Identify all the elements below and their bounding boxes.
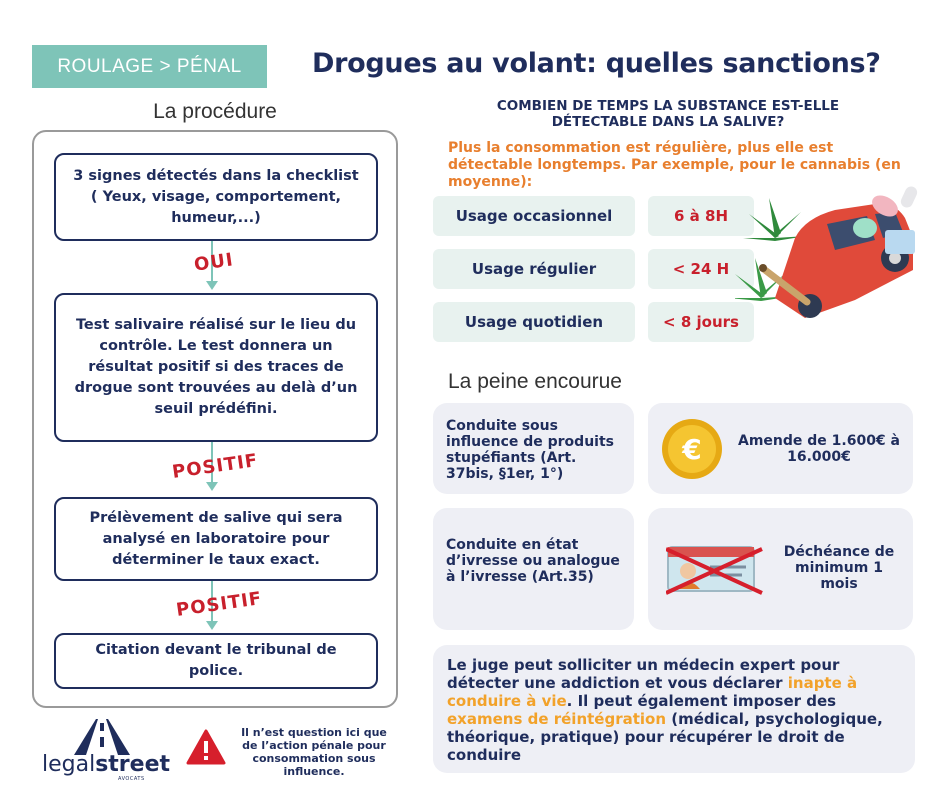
salive-intro: Plus la consommation est régulière, plus elle est détectable longtemps. Par exemple, pour le cannabis (en moyenne): xyxy=(448,140,901,190)
procedure-step-citation: Citation devant le tribunal de police. xyxy=(54,633,378,689)
breadcrumb: ROULAGE > PÉNAL xyxy=(32,45,267,88)
stamp-positif: POSITIF xyxy=(174,588,264,621)
logo-wordmark-light: legal xyxy=(41,752,96,777)
logo-subtitle: AVOCATS xyxy=(118,776,145,782)
juge-highlight: inapte à conduire à vie xyxy=(447,674,858,710)
usage-value: 6 à 8H xyxy=(648,196,754,236)
usage-label: Usage régulier xyxy=(433,249,635,289)
procedure-heading: La procédure xyxy=(153,100,277,123)
juge-text-part: Le juge peut solliciter un médecin expert pour détecter une addiction et vous déclarer xyxy=(447,656,840,692)
warning-icon xyxy=(186,729,226,765)
offense-text: Conduite en état d’ivresse ou analogue à l’ivresse (Art.35) xyxy=(446,537,620,585)
euro-coin-icon xyxy=(661,418,723,480)
procedure-step-checklist: 3 signes détectés dans la checklist ( Yeux, visage, comportement, humeur,...) xyxy=(54,153,378,241)
penalty-text: Amende de 1.600€ à 16.000€ xyxy=(737,433,900,465)
usage-label: Usage occasionnel xyxy=(433,196,635,236)
svg-text:€: € xyxy=(682,433,702,466)
procedure-step-prelevement: Prélèvement de salive qui sera analysé en laboratoire pour déterminer le taux exact. xyxy=(54,497,378,581)
car-icon xyxy=(775,204,915,318)
arrow-down-icon xyxy=(206,281,218,290)
footnote: Il n’est question ici que de l’action pénale pour consommation sous influence. xyxy=(241,726,387,778)
arrow-down-icon xyxy=(206,621,218,630)
procedure-step-test-salivaire: Test salivaire réalisé sur le lieu du contrôle. Le test donnera un résultat positif si des traces de drogue sont trouvées au delà d’un seuil prédéfini. xyxy=(54,293,378,442)
arrow-down-icon xyxy=(206,482,218,491)
logo-wordmark-bold: street xyxy=(95,752,171,777)
penalty-text: Déchéance de minimum 1 mois xyxy=(783,544,895,592)
juge-text-part: . Il peut également imposer des xyxy=(566,692,837,710)
juge-text-part: (médical, psychologique, théorique, pratique) pour récupérer le droit de conduire xyxy=(447,710,883,764)
offense-text: Conduite sous influence de produits stupéfiants (Art. 37bis, §1er, 1°) xyxy=(446,418,614,482)
legalstreet-logo-icon xyxy=(72,717,132,757)
salive-heading: COMBIEN DE TEMPS LA SUBSTANCE EST-ELLE DÉTECTABLE DANS LA SALIVE? xyxy=(496,98,840,130)
juge-highlight: examens de réintégration xyxy=(447,710,667,728)
stamp-positif: POSITIF xyxy=(170,450,260,483)
crossed-license-icon xyxy=(666,545,766,595)
usage-value: < 8 jours xyxy=(648,302,754,342)
car-cannabis-illustration xyxy=(735,178,920,343)
page-title: Drogues au volant: quelles sanctions? xyxy=(312,48,881,79)
usage-label: Usage quotidien xyxy=(433,302,635,342)
juge-text xyxy=(447,656,905,764)
logo-wordmark xyxy=(36,752,176,777)
peine-heading: La peine encourue xyxy=(448,370,622,393)
usage-value: < 24 H xyxy=(648,249,754,289)
stamp-oui: OUI xyxy=(192,249,235,276)
